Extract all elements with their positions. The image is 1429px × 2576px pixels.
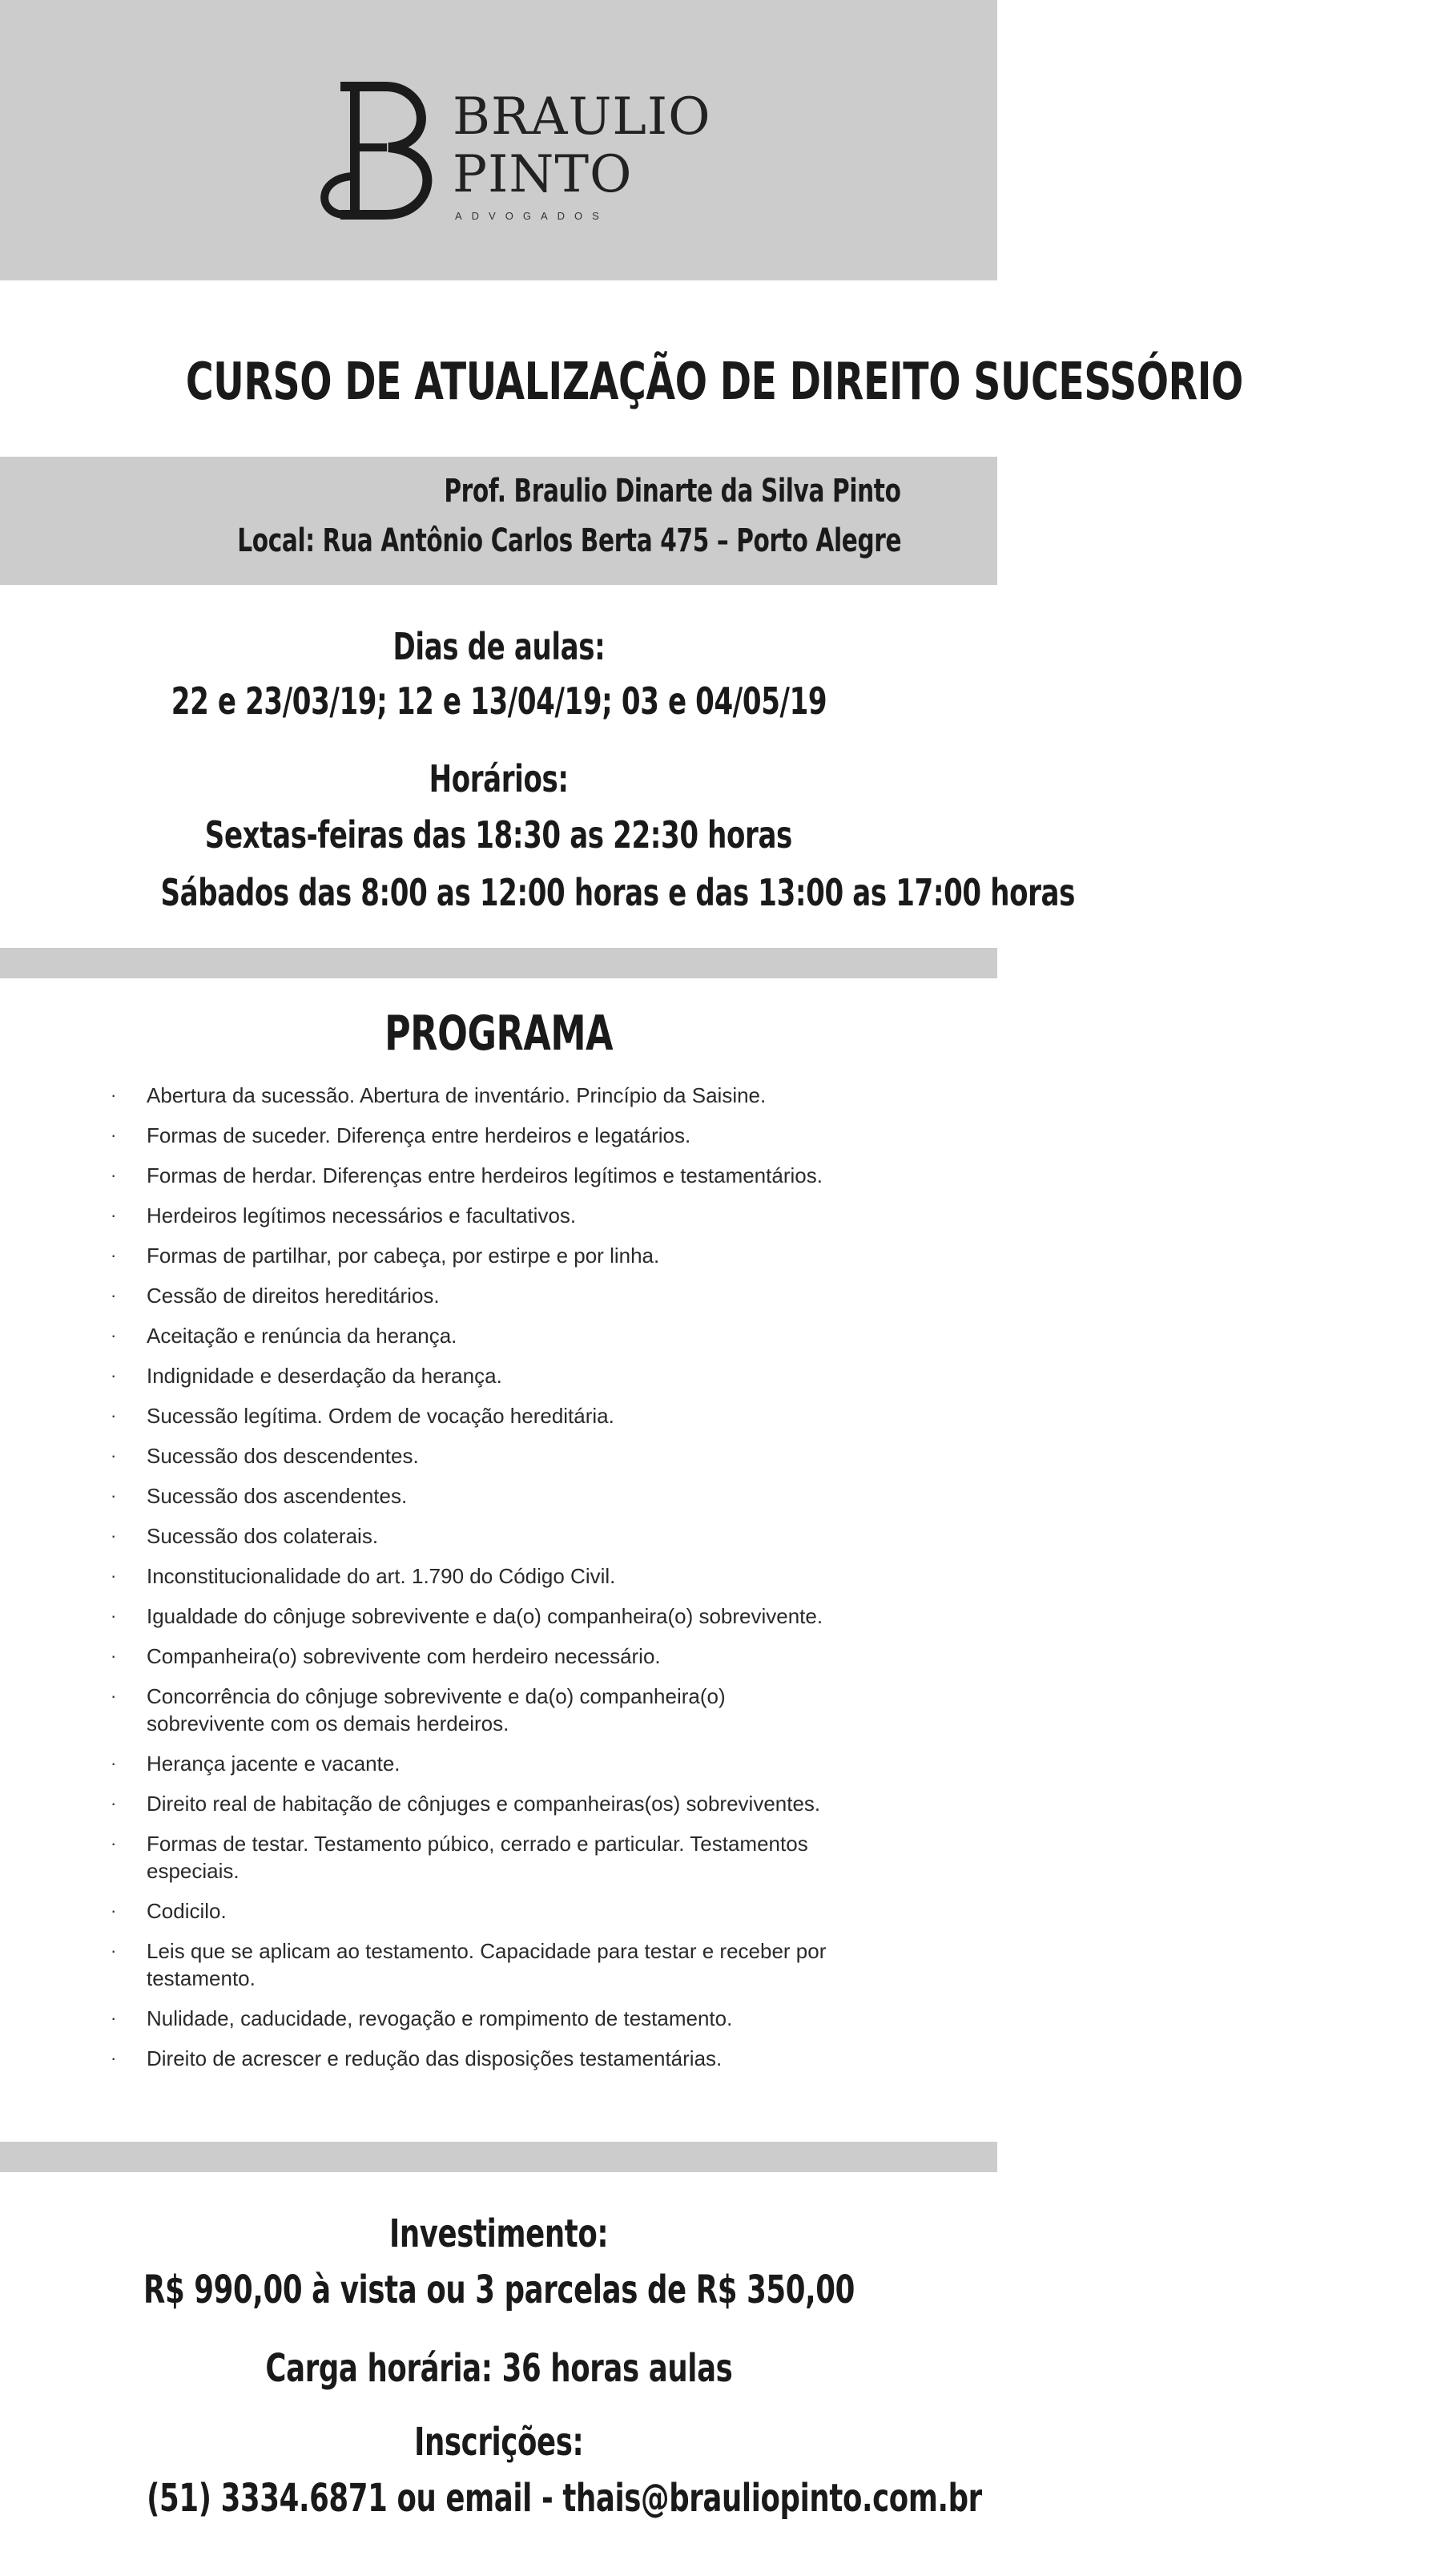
program-item: [111, 1790, 896, 1817]
signup-label: Inscrições:: [413, 2420, 584, 2465]
program-item: [111, 1322, 896, 1349]
bullet-icon: ·: [111, 1686, 117, 1706]
bullet-icon: ·: [111, 1205, 117, 1225]
days-value-line: [0, 679, 997, 723]
bullet-icon: ·: [111, 2008, 117, 2028]
hours-line-1: [0, 813, 997, 857]
program-item: [111, 1242, 896, 1269]
program-item-text: Abertura da sucessão. Abertura de inventário. Princípio da Saisine.: [147, 1083, 767, 1107]
logo-subtitle: ADVOGADOS: [455, 210, 609, 222]
program-item-text: Leis que se aplicam ao testamento. Capacidade para testar e receber por testamento.: [147, 1939, 827, 1990]
program-heading-line: [0, 1006, 997, 1062]
signup-label-line: [0, 2420, 997, 2465]
program-item-text: Sucessão legítima. Ordem de vocação hereditária.: [147, 1404, 614, 1428]
program-item-text: Cessão de direitos hereditários.: [147, 1284, 440, 1308]
logo-line-2: PINTO: [453, 145, 633, 204]
program-item: [111, 1162, 896, 1189]
bullet-icon: ·: [111, 1606, 117, 1626]
hours-label: Horários:: [429, 757, 569, 800]
program-item: [111, 1750, 896, 1777]
program-item: [111, 1082, 896, 1109]
program-heading: PROGRAMA: [384, 1006, 614, 1062]
program-item: [111, 1830, 843, 1885]
bullet-icon: ·: [111, 1325, 117, 1345]
logo-line-1: BRAULIO: [453, 87, 711, 147]
program-item: [111, 1522, 896, 1550]
program-list: [111, 1082, 896, 2085]
bullet-icon: ·: [111, 1901, 117, 1921]
bullet-icon: ·: [111, 1085, 117, 1105]
investment-value: R$ 990,00 à vista ou 3 parcelas de R$ 350,00: [143, 2268, 855, 2312]
program-item: [111, 1442, 896, 1469]
program-item: [111, 1402, 896, 1429]
program-item: [111, 2045, 896, 2072]
investment-label: Investimento:: [388, 2211, 609, 2256]
program-item-text: Aceitação e renúncia da herança.: [147, 1324, 457, 1348]
local-line: [0, 522, 901, 559]
program-item: [111, 1683, 843, 1737]
program-item-text: Indignidade e deserdação da herança.: [147, 1364, 502, 1388]
program-item-text: Igualdade do cônjuge sobrevivente e da(o) companheira(o) sobrevivente.: [147, 1604, 823, 1628]
professor-line: [0, 473, 901, 510]
bullet-icon: ·: [111, 1405, 117, 1425]
program-item-text: Formas de partilhar, por cabeça, por estirpe e por linha.: [147, 1244, 660, 1268]
signup-contact: (51) 3334.6871 ou email - thais@brauliopinto.com.br: [147, 2476, 982, 2521]
bullet-icon: ·: [111, 1285, 117, 1305]
location-text: Local: Rua Antônio Carlos Berta 475 – Porto Alegre: [237, 522, 901, 559]
program-item: [111, 1282, 896, 1309]
bullet-icon: ·: [111, 1566, 117, 1586]
program-item: [111, 1897, 896, 1925]
logo-monogram-icon: [308, 80, 461, 224]
workload-line: [0, 2346, 997, 2391]
days-label-line: [0, 625, 997, 668]
program-item-text: Formas de suceder. Diferença entre herdeiros e legatários.: [147, 1123, 691, 1147]
bullet-icon: ·: [111, 1646, 117, 1666]
investment-label-line: [0, 2211, 997, 2256]
program-item: [111, 1482, 896, 1510]
logo-text: [453, 88, 711, 222]
program-item: [111, 1602, 896, 1630]
program-item: [111, 1937, 843, 1992]
program-item-text: Direito real de habitação de cônjuges e companheiras(os) sobreviventes.: [147, 1792, 821, 1816]
hours-line-2: [0, 871, 1076, 914]
program-item-text: Nulidade, caducidade, revogação e rompimento de testamento.: [147, 2006, 733, 2030]
program-item-text: Herança jacente e vacante.: [147, 1752, 401, 1776]
program-item-text: Herdeiros legítimos necessários e facultativos.: [147, 1203, 577, 1228]
bullet-icon: ·: [111, 1245, 117, 1265]
signup-value-line: [0, 2476, 997, 2521]
program-item: [111, 2005, 896, 2032]
program-item-text: Sucessão dos ascendentes.: [147, 1484, 408, 1508]
logo: [308, 80, 711, 224]
bullet-icon: ·: [111, 1165, 117, 1185]
title-block: [0, 353, 1243, 412]
program-item-text: Inconstitucionalidade do art. 1.790 do Código Civil.: [147, 1564, 616, 1588]
divider-band-2: [0, 2142, 997, 2172]
program-item-text: Sucessão dos descendentes.: [147, 1444, 419, 1468]
program-item-text: Direito de acrescer e redução das disposições testamentárias.: [147, 2046, 723, 2070]
investment-value-line: [0, 2268, 997, 2312]
program-item-text: Concorrência do cônjuge sobrevivente e da(o) companheira(o) sobrevivente com os demais herdeiros.: [147, 1684, 726, 1735]
hours-friday: Sextas-feiras das 18:30 as 22:30 horas: [204, 813, 793, 857]
bullet-icon: ·: [111, 1445, 117, 1465]
bullet-icon: ·: [111, 1486, 117, 1506]
program-item-text: Formas de herdar. Diferenças entre herdeiros legítimos e testamentários.: [147, 1163, 823, 1187]
program-item: [111, 1562, 896, 1590]
program-item-text: Codicilo.: [147, 1899, 227, 1923]
bullet-icon: ·: [111, 1526, 117, 1546]
page-title: CURSO DE ATUALIZAÇÃO DE DIREITO SUCESSÓRIO: [185, 353, 1243, 412]
hours-saturday: Sábados das 8:00 as 12:00 horas e das 13:00 as 17:00 horas: [160, 871, 1076, 914]
bullet-icon: ·: [111, 1753, 117, 1773]
hours-label-line: [0, 757, 997, 800]
bullet-icon: ·: [111, 1793, 117, 1813]
program-item-text: Formas de testar. Testamento púbico, cerrado e particular. Testamentos especiais.: [147, 1832, 808, 1883]
divider-band-1: [0, 948, 997, 978]
program-item: [111, 1643, 896, 1670]
program-item-text: Sucessão dos colaterais.: [147, 1524, 379, 1548]
professor-name: Prof. Braulio Dinarte da Silva Pinto: [444, 473, 901, 510]
program-item: [111, 1122, 896, 1149]
bullet-icon: ·: [111, 2048, 117, 2068]
bullet-icon: ·: [111, 1365, 117, 1385]
program-item-text: Companheira(o) sobrevivente com herdeiro necessário.: [147, 1644, 661, 1668]
program-item: [111, 1202, 896, 1229]
bullet-icon: ·: [111, 1125, 117, 1145]
bullet-icon: ·: [111, 1941, 117, 1961]
days-value: 22 e 23/03/19; 12 e 13/04/19; 03 e 04/05/19: [171, 679, 827, 723]
workload: Carga horária: 36 horas aulas: [264, 2346, 733, 2391]
program-item: [111, 1362, 896, 1389]
days-label: Dias de aulas:: [392, 625, 605, 668]
bullet-icon: ·: [111, 1833, 117, 1853]
